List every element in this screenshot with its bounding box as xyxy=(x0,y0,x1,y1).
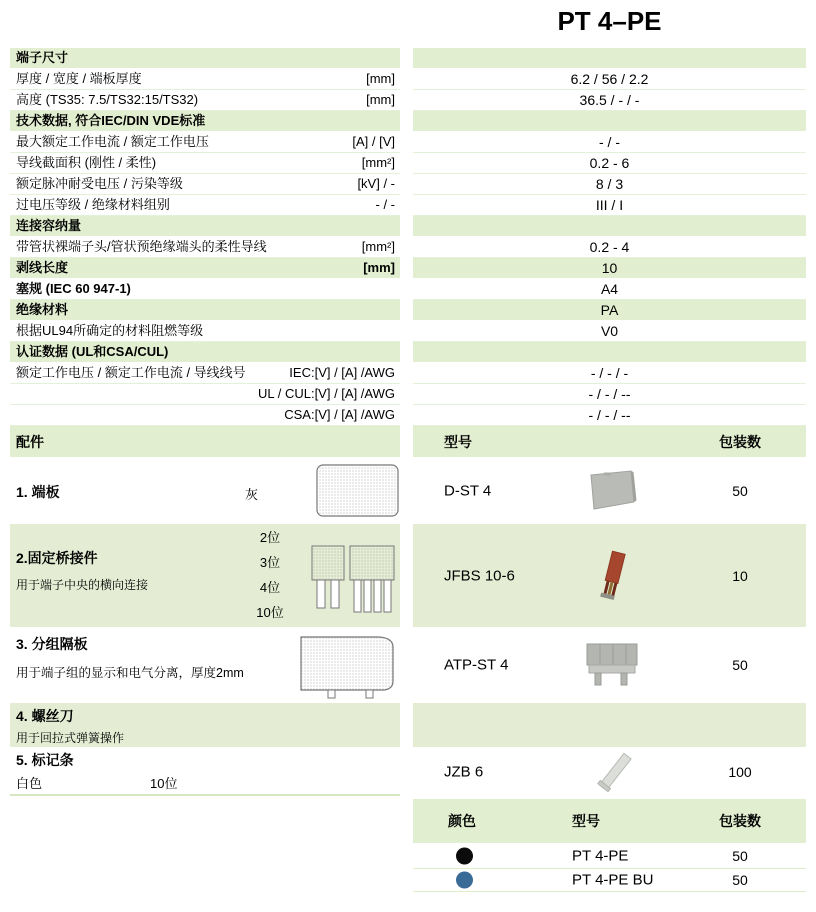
accessory-item-endplate-left xyxy=(10,461,400,521)
order-qty: 50 xyxy=(732,848,748,864)
accessory-desc: 用于端子中央的横向连接 xyxy=(16,578,149,592)
spec-unit: - / - xyxy=(375,197,395,212)
accessories-header-left xyxy=(10,426,400,457)
spec-label: 塞规 (IEC 60 947-1) xyxy=(16,281,131,296)
accessory-variant: 灰 xyxy=(245,487,259,502)
spec-value: - / - / -- xyxy=(413,405,806,425)
spec-label: 绝缘材料 xyxy=(16,302,69,317)
spec-value: 10 xyxy=(413,258,806,278)
jzb6-product-icon xyxy=(593,752,637,794)
spec-row xyxy=(10,237,806,257)
spec-row xyxy=(10,279,806,299)
spec-value: III / I xyxy=(413,195,806,215)
order-row xyxy=(413,844,806,869)
spec-unit: [mm²] xyxy=(361,155,395,170)
color-column-header: 颜色 xyxy=(448,813,476,829)
blue-color-dot-icon xyxy=(456,871,473,888)
spec-row xyxy=(10,69,806,89)
position-option: 3位 xyxy=(259,555,281,570)
qty-column-header: 包装数 xyxy=(719,813,761,829)
spec-label: 高度 (TS35: 7.5/TS32:15/TS32) xyxy=(16,92,199,107)
spec-row xyxy=(10,132,806,152)
position-option: 10位 xyxy=(256,605,284,620)
spec-unit: [mm] xyxy=(363,260,395,275)
spec-value xyxy=(413,216,806,236)
accessory-title: 5. 标记条 xyxy=(16,752,74,768)
accessory-model: ATP-ST 4 xyxy=(444,656,509,674)
spec-value: 36.5 / - / - xyxy=(413,90,806,110)
accessory-item-partition-left xyxy=(10,630,400,700)
spec-row xyxy=(10,342,806,362)
accessory-item-endplate-right xyxy=(413,461,806,521)
spec-row xyxy=(10,111,806,131)
accessory-item-bridge-left xyxy=(10,524,400,627)
spec-label: 厚度 / 宽度 / 端板厚度 xyxy=(16,71,142,86)
accessory-qty: 100 xyxy=(728,764,752,780)
order-model: PT 4-PE BU xyxy=(572,871,654,888)
accessory-item-screwdriver-left xyxy=(10,703,400,747)
spec-unit: [mm] xyxy=(366,71,395,86)
spec-row xyxy=(10,300,806,320)
spec-value: - / - xyxy=(413,132,806,152)
spec-row xyxy=(10,195,806,215)
d-st4-product-icon xyxy=(585,468,641,514)
atp-st4-product-icon xyxy=(581,640,645,690)
position-option: 2位 xyxy=(259,530,281,545)
spec-row xyxy=(10,48,806,68)
accessory-positions xyxy=(245,525,295,625)
spec-row xyxy=(10,153,806,173)
accessory-title: 3. 分组隔板 xyxy=(16,636,88,652)
spec-value xyxy=(413,48,806,68)
accessory-desc: 用于回拉式弹簧操作 xyxy=(16,731,125,745)
spec-row xyxy=(10,90,806,110)
spec-value xyxy=(413,111,806,131)
accessory-title: 4. 螺丝刀 xyxy=(16,708,74,724)
spec-value: 0.2 - 4 xyxy=(413,237,806,257)
accessory-qty: 50 xyxy=(732,657,748,673)
jfbs-product-icon xyxy=(591,550,635,602)
spec-label: 过电压等级 / 绝缘材料组别 xyxy=(16,197,170,212)
spec-label: 最大额定工作电流 / 额定工作电压 xyxy=(16,134,209,149)
spec-unit: [kV] / - xyxy=(357,176,395,191)
spec-row xyxy=(10,258,806,278)
spec-row xyxy=(10,321,806,341)
partition-drawing-icon xyxy=(298,631,398,699)
accessory-model: D-ST 4 xyxy=(444,482,492,500)
spec-unit: UL / CUL:[V] / [A] /AWG xyxy=(257,386,395,401)
black-color-dot-icon xyxy=(456,848,473,865)
qty-column-header: 包装数 xyxy=(719,433,761,450)
spec-row xyxy=(10,384,806,404)
spec-label: 剥线长度 xyxy=(16,260,69,275)
spec-label: 导线截面积 (刚性 / 柔性) xyxy=(16,155,157,170)
spec-value: A4 xyxy=(413,279,806,299)
spec-label: 额定工作电压 / 额定工作电流 / 导线线号 xyxy=(16,365,246,380)
spec-label: 认证数据 (UL和CSA/CUL) xyxy=(16,344,169,359)
accessory-item-screwdriver-right xyxy=(413,703,806,747)
model-column-header: 型号 xyxy=(444,433,472,450)
accessory-item-bridge-right xyxy=(413,524,806,627)
spec-table xyxy=(10,48,806,426)
spec-value: - / - / - xyxy=(413,363,806,383)
spec-unit: [A] / [V] xyxy=(352,134,395,149)
spec-row xyxy=(10,363,806,383)
accessory-qty: 10 xyxy=(732,567,748,584)
spec-value: - / - / -- xyxy=(413,384,806,404)
accessory-desc: 用于端子组的显示和电气分离，厚度2mm xyxy=(16,666,244,680)
spec-unit: CSA:[V] / [A] /AWG xyxy=(284,407,395,422)
spec-label: 技术数据, 符合IEC/DIN VDE标准 xyxy=(16,113,206,128)
spec-row xyxy=(10,405,806,425)
spec-value: 8 / 3 xyxy=(413,174,806,194)
endplate-drawing-icon xyxy=(316,464,400,518)
accessory-positions: 10位 xyxy=(150,776,178,791)
spec-unit: IEC:[V] / [A] /AWG xyxy=(289,365,395,380)
accessory-item-marker-right xyxy=(413,750,806,794)
order-qty: 50 xyxy=(732,871,748,888)
accessory-title: 2.固定桥接件 xyxy=(16,550,98,566)
spec-value xyxy=(413,342,806,362)
spec-row xyxy=(10,216,806,236)
order-row xyxy=(413,868,806,892)
accessory-model: JFBS 10-6 xyxy=(444,567,515,584)
spec-label: 端子尺寸 xyxy=(16,50,69,65)
accessory-item-marker-left xyxy=(10,750,400,794)
accessory-model: JZB 6 xyxy=(444,763,484,781)
spec-value: 6.2 / 56 / 2.2 xyxy=(413,69,806,89)
spec-unit: [mm] xyxy=(366,92,395,107)
spec-value: PA xyxy=(413,300,806,320)
spec-unit: [mm²] xyxy=(361,239,395,254)
spec-row xyxy=(10,174,806,194)
accessory-item-partition-right xyxy=(413,630,806,700)
accessories-header-right xyxy=(413,426,806,457)
accessory-qty: 50 xyxy=(732,483,748,499)
spec-value: V0 xyxy=(413,321,806,341)
accessories-section-label: 配件 xyxy=(16,433,44,450)
accessory-variant: 白色 xyxy=(16,776,43,791)
spec-label: 根据UL94所确定的材料阻燃等级 xyxy=(16,323,204,338)
spec-label: 额定脉冲耐受电压 / 污染等级 xyxy=(16,176,183,191)
spec-label: 连接容纳量 xyxy=(16,218,82,233)
spec-label: 带管状裸端子头/管状预绝缘端头的柔性导线 xyxy=(16,239,267,254)
position-option: 4位 xyxy=(259,580,281,595)
bridge-drawing-icon xyxy=(310,542,398,622)
model-column-header: 型号 xyxy=(572,813,600,829)
spec-value: 0.2 - 6 xyxy=(413,153,806,173)
accessory-title: 1. 端板 xyxy=(16,484,60,500)
order-model: PT 4-PE xyxy=(572,847,629,865)
order-table-header xyxy=(413,799,806,843)
page-title: PT 4–PE xyxy=(557,6,662,36)
